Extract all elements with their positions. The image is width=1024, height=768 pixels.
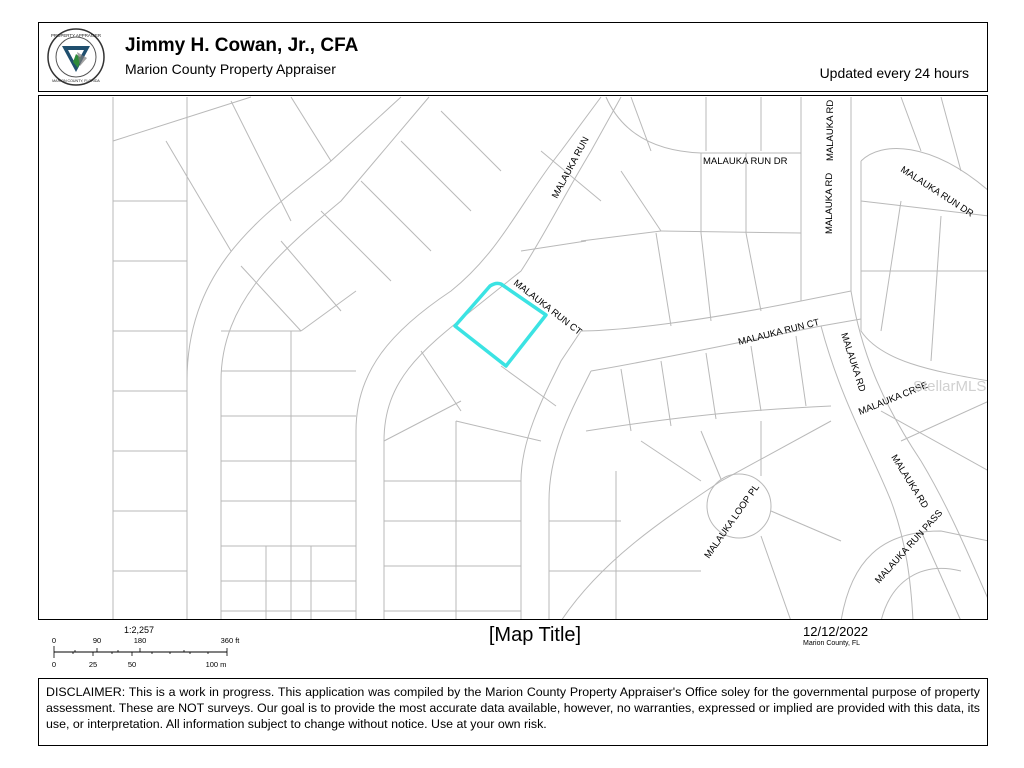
street-label: MALAUKA RD [838,331,868,394]
street-label: MALAUKA RUN DR [703,156,788,167]
street-label: MALAUKA RD [825,99,836,161]
header-panel [38,22,988,92]
street-label: MALAUKA RUN [549,135,592,201]
scale-foot-tick: 360 ft [220,636,240,645]
scale-meter-tick: 100 m [205,660,227,669]
scale-foot-tick: 0 [51,636,57,645]
appraiser-name: Jimmy H. Cowan, Jr., CFA [125,35,359,56]
map-date: 12/12/2022 [803,624,869,639]
scale-meter-tick: 0 [51,660,57,669]
scale-meter-tick: 50 [127,660,137,669]
scale-ratio: 1:2,257 [124,625,155,635]
scale-meter-tick: 25 [88,660,98,669]
street-label: MALAUKA RD [888,452,931,511]
mls-watermark: StellarMLS [913,378,987,395]
seal-bottom-text: MARION COUNTY, FLORIDA [52,79,100,83]
street-label: MALAUKA RUN PASS [873,507,946,587]
update-frequency: Updated every 24 hours [819,65,969,81]
street-label: MALAUKA RUN DR [898,164,976,220]
scale-foot-tick: 180 [133,636,147,645]
map-title: [Map Title] [488,624,582,646]
street-label: MALAUKA RUN CT [511,277,584,338]
street-label: MALAUKA RD [824,172,835,234]
street-label: MALAUKA CRSE [857,379,930,418]
street-label: MALAUKA LOOP PL [702,482,762,561]
street-label: MALAUKA RUN CT [737,317,821,348]
seal-top-text: PROPERTY APPRAISER [50,33,102,38]
county-label: Marion County, FL [803,640,861,647]
scale-foot-tick: 90 [92,636,102,645]
map-canvas[interactable] [39,96,988,620]
appraiser-seal-logo [47,28,105,86]
parcel-map[interactable] [38,95,988,620]
scale-bar [50,624,250,670]
disclaimer-text: DISCLAIMER: This is a work in progress. This application was compiled by the Marion County Property Appraiser's Office soley for the governmental purpose of property assessment. These are NOT surveys. Our goal is to provide the most accurate data available, however, no warranties, expressed or implied are provided with this data, its use, or interpretation. All information subject to change without notice. Use at your own risk. [38,678,988,746]
office-name: Marion County Property Appraiser [125,61,336,77]
